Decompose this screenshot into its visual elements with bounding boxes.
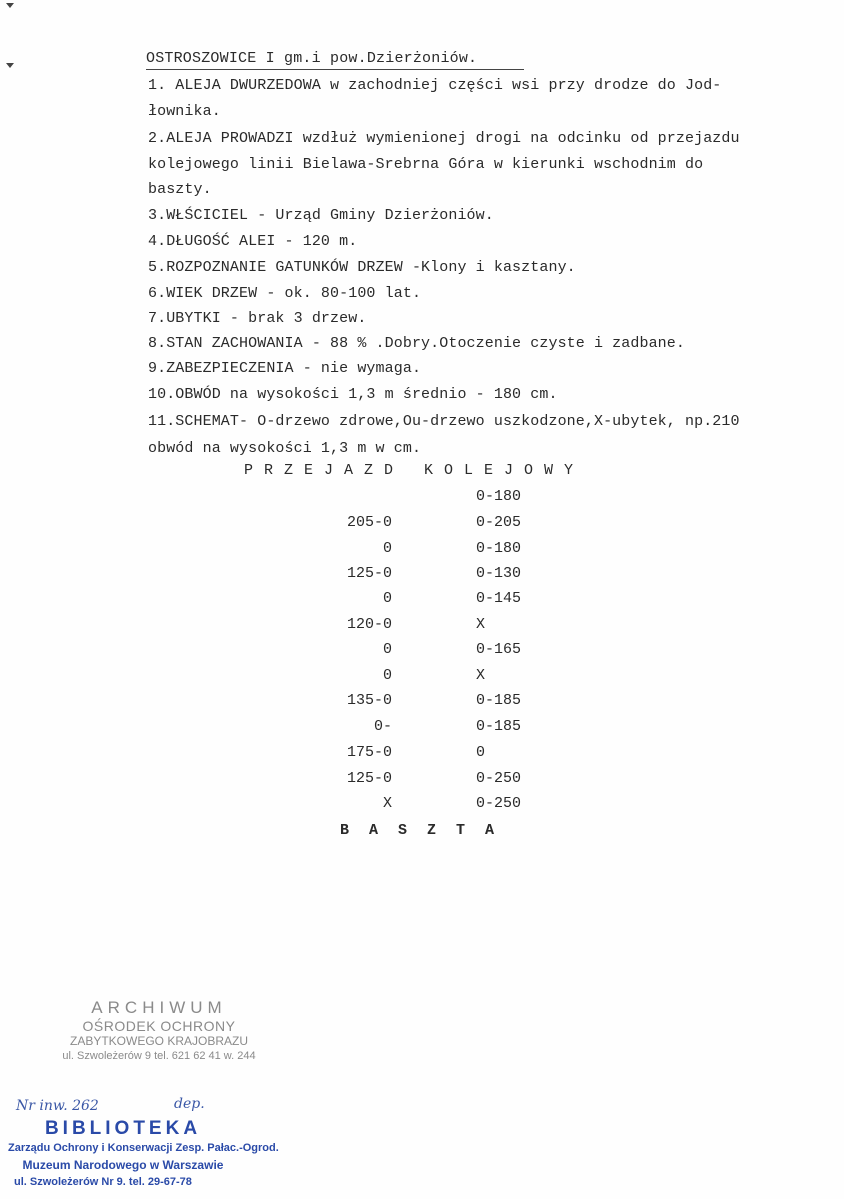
heading-underline [146, 69, 524, 70]
schema-left-cell: 0 [382, 590, 392, 607]
text-line: 7.UBYTKI - brak 3 drzew. [148, 310, 367, 327]
schema-top-label: PRZEJAZD KOLEJOWY [244, 462, 585, 479]
library-stamp [8, 1118, 279, 1188]
schema-left-cell: 0 [382, 641, 392, 658]
schema-bottom-label: BASZTA [340, 822, 515, 839]
text-line: 3.WŁŚCICIEL - Urząd Gminy Dzierżoniów. [148, 207, 494, 224]
schema-left-cell: 0 [382, 667, 392, 684]
text-line: łownika. [148, 103, 221, 120]
schema-right-cell: 0 [476, 744, 486, 761]
schema-left-cell: X [382, 795, 392, 812]
schema-right-cell: 0-250 [476, 770, 522, 787]
library-stamp-line: Zarządu Ochrony i Konserwacji Zesp. Pałac.-Ogrod. [8, 1142, 279, 1154]
schema-right-cell: X [476, 616, 486, 633]
schema-right-cell: 0-145 [476, 590, 522, 607]
schema-right-cell: 0-250 [476, 795, 522, 812]
document-heading: OSTROSZOWICE I gm.i pow.Dzierżoniów. [146, 50, 478, 67]
schema-right-cell: 0-185 [476, 692, 522, 709]
schema-right-cell: 0-185 [476, 718, 522, 735]
schema-left-cell: 120-0 [346, 616, 392, 633]
text-line: 8.STAN ZACHOWANIA - 88 % .Dobry.Otoczenie czyste i zadbane. [148, 335, 685, 352]
text-line: 1. ALEJA DWURZEDOWA w zachodniej części wsi przy drodze do Jod- [148, 77, 722, 94]
schema-right-cell: 0-165 [476, 641, 522, 658]
text-line: kolejowego linii Bielawa-Srebrna Góra w kierunki wschodnim do [148, 156, 704, 173]
punch-mark-icon [6, 63, 14, 68]
library-stamp-title: BIBLIOTEKA [44, 1118, 202, 1139]
archive-stamp-address: ul. Szwoleżerów 9 tel. 621 62 41 w. 244 [62, 1050, 256, 1062]
text-line: 11.SCHEMAT- O-drzewo zdrowe,Ou-drzewo uszkodzone,X-ubytek, np.210 [148, 413, 740, 430]
text-line: 10.OBWÓD na wysokości 1,3 m średnio - 180 cm. [148, 386, 558, 403]
schema-left-cell: 125-0 [346, 565, 392, 582]
schema-right-cell: 0-180 [476, 540, 522, 557]
handwritten-inventory-number: Nr inw. 262 [16, 1098, 99, 1114]
schema-left-cell: 135-0 [346, 692, 392, 709]
archive-stamp-line: OŚRODEK OCHRONY [82, 1018, 236, 1034]
archive-stamp-line: ZABYTKOWEGO KRAJOBRAZU [69, 1034, 249, 1048]
schema-right-cell: 0-180 [476, 488, 522, 505]
schema-left-cell: 175-0 [346, 744, 392, 761]
schema-left-cell: 0 [382, 540, 392, 557]
archive-stamp-title: ARCHIWUM [91, 998, 227, 1017]
archive-stamp [44, 998, 274, 1062]
library-stamp-address: ul. Szwoleżerów Nr 9. tel. 29-67-78 [14, 1176, 192, 1188]
handwritten-dep-note: dep. [174, 1096, 205, 1112]
schema-left-cell: 125-0 [346, 770, 392, 787]
schema-left-cell: 0- [373, 718, 392, 735]
punch-mark-icon [6, 3, 14, 8]
text-line: obwód na wysokości 1,3 m w cm. [148, 440, 422, 457]
text-line: baszty. [148, 181, 212, 198]
text-line: 4.DŁUGOŚĆ ALEI - 120 m. [148, 233, 358, 250]
text-line: 5.ROZPOZNANIE GATUNKÓW DRZEW -Klony i kasztany. [148, 259, 576, 276]
text-line: 9.ZABEZPIECZENIA - nie wymaga. [148, 360, 422, 377]
schema-right-cell: X [476, 667, 486, 684]
text-line: 2.ALEJA PROWADZI wzdłuż wymienionej drogi na odcinku od przejazdu [148, 130, 740, 147]
library-stamp-line: Muzeum Narodowego w Warszawie [22, 1158, 224, 1172]
schema-left-cell: 205-0 [346, 514, 392, 531]
schema-right-cell: 0-205 [476, 514, 522, 531]
schema-right-cell: 0-130 [476, 565, 522, 582]
text-line: 6.WIEK DRZEW - ok. 80-100 lat. [148, 285, 422, 302]
